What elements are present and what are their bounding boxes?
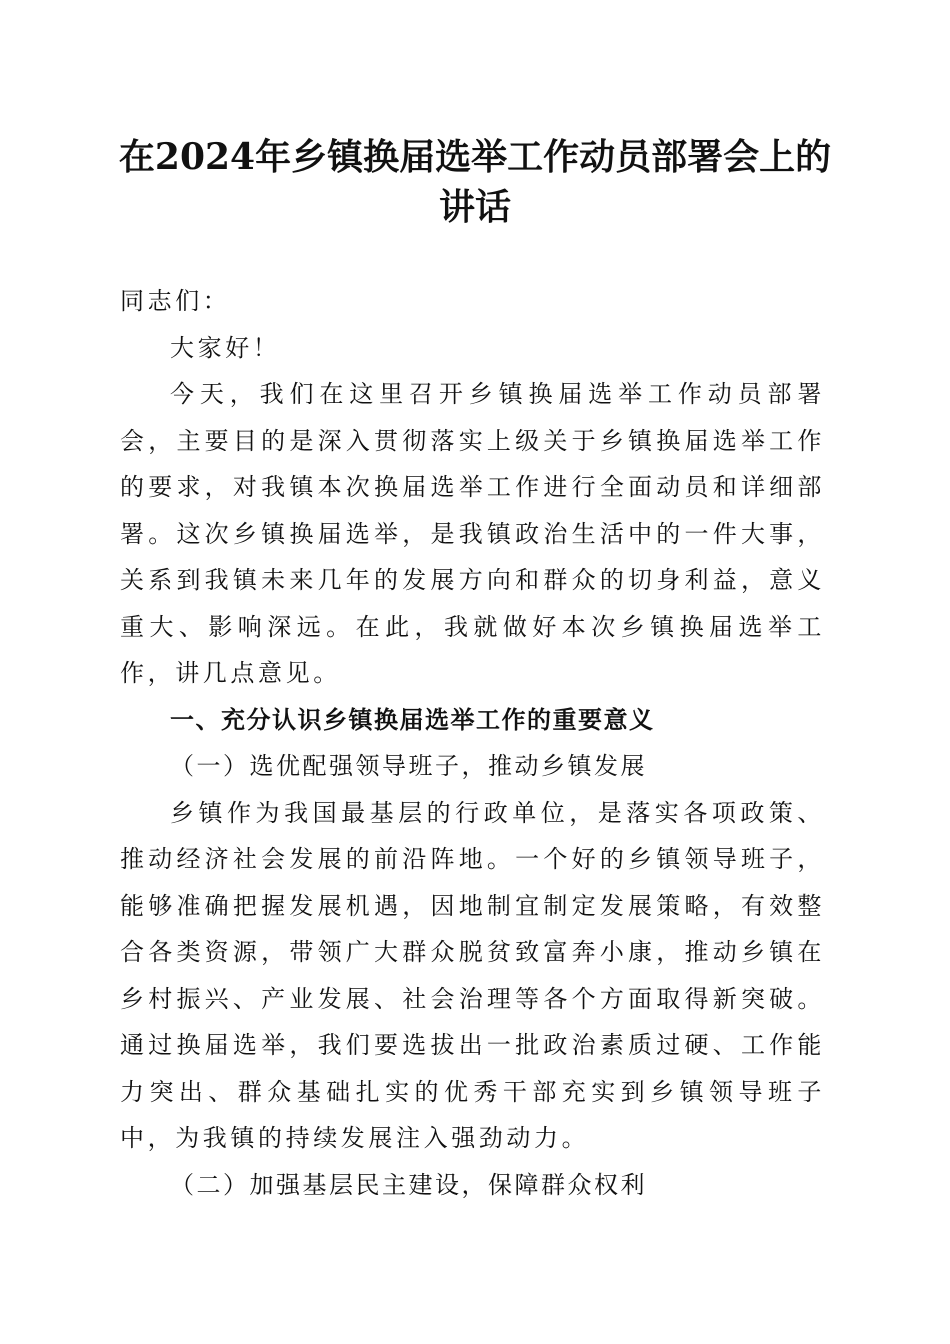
paragraph-intro: 今天，我们在这里召开乡镇换届选举工作动员部署会，主要目的是深入贯彻落实上级关于乡镇换届选举工作的要求，对我镇本次换届选举工作进行全面动员和详细部署。这次乡镇换届选举，是我镇政治生活中的一件大事，关系到我镇未来几年的发展方向和群众的切身利益，意义重大、影响深远。在此，我就做好本次乡镇换届选举工作，讲几点意见。 bbox=[120, 380, 825, 687]
document-title bbox=[110, 132, 840, 232]
document-body bbox=[120, 278, 825, 1208]
paragraph-subsection-1: 乡镇作为我国最基层的行政单位，是落实各项政策、推动经济社会发展的前沿阵地。一个好的乡镇领导班子，能够准确把握发展机遇，因地制宜制定发展策略，有效整合各类资源，带领广大群众脱贫致富奔小康，推动乡镇在乡村振兴、产业发展、社会治理等各个方面取得新突破。通过换届选举，我们要选拔出一批政治素质过硬、工作能力突出、群众基础扎实的优秀干部充实到乡镇领导班子中，为我镇的持续发展注入强劲动力。 bbox=[120, 798, 825, 1152]
section-1-heading: 一、充分认识乡镇换届选举工作的重要意义 bbox=[170, 705, 655, 734]
greeting: 大家好！ bbox=[170, 333, 281, 362]
subsection-2-heading: （二）加强基层民主建设，保障群众权利 bbox=[170, 1170, 647, 1199]
title-line-2: 讲话 bbox=[438, 186, 511, 228]
subsection-1-heading: （一）选优配强领导班子，推动乡镇发展 bbox=[170, 752, 647, 780]
title-line-1: 在2024年乡镇换届选举工作动员部署会上的 bbox=[118, 136, 832, 178]
salutation: 同志们： bbox=[120, 287, 231, 315]
